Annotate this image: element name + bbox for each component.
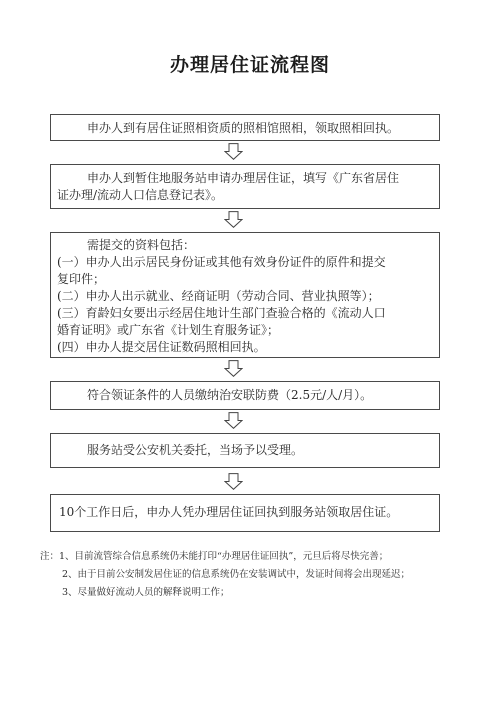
note-item: [40, 548, 480, 566]
note-text: 3、尽量做好流动人员的解释说明工作；: [62, 587, 230, 598]
step-1-text: 申办人到有居住证照相资质的照相馆照相，领取照相回执。: [87, 121, 400, 135]
note-text: 2、由于目前公安制发居住证的信息系统仍在安装调试中，发证时间将会出现延迟；: [62, 569, 411, 580]
note-item: [40, 566, 480, 584]
step-5-text: 服务站受公安机关委托，当场予以受理。: [87, 443, 304, 457]
down-arrow-icon: [224, 412, 243, 429]
step-3-text-line-6: 婚育证明》或广东省《计划生育服务证》；: [57, 323, 280, 337]
notes-section: [40, 548, 480, 602]
page-title: 办理居住证流程图: [169, 54, 330, 76]
note-item: [40, 584, 480, 602]
step-3-box: [50, 232, 440, 358]
step-2-text-line-1: 申办人到暂住地服务站申请办理居住证，填写《广东省居住: [87, 171, 400, 185]
step-3-text-line-2: (一）申办人出示居民身份证或其他有效身份证件的原件和提交: [57, 255, 386, 269]
step-2-text-line-2: 证办理/流动人口信息登记表》。: [57, 188, 224, 202]
step-6-box: [50, 494, 440, 532]
down-arrow-icon: [224, 360, 243, 377]
step-2-box: [50, 164, 440, 209]
step-1-box: [50, 114, 440, 141]
note-text: 1、目前流管综合信息系统仍未能打印“办理居住证回执”，元旦后将尽快完善；: [59, 551, 389, 562]
down-arrow-icon: [224, 143, 243, 160]
step-3-text-line-3: 复印件；: [57, 272, 106, 286]
step-4-text: 符合领证条件的人员缴纳治安联防费（2.5元/人/月）。: [87, 388, 373, 402]
step-3-text-line-7: (四）申办人提交居住证数码照相回执。: [57, 340, 266, 354]
step-6-text: 10个工作日后，申办人凭办理居住证回执到服务站领取居住证。: [59, 505, 399, 519]
step-3-text-line-1: 需提交的资料包括：: [87, 238, 196, 252]
step-5-box: [50, 433, 440, 468]
down-arrow-icon: [224, 473, 243, 490]
down-arrow-icon: [224, 211, 243, 228]
step-4-box: [50, 381, 440, 410]
notes-prefix: 注：: [40, 551, 60, 562]
step-3-text-line-4: (二）申办人出示就业、经商证明（劳动合同、营业执照等）；: [57, 289, 380, 303]
step-3-text-line-5: (三）育龄妇女要出示经居住地计生部门查验合格的《流动人口: [57, 306, 386, 320]
